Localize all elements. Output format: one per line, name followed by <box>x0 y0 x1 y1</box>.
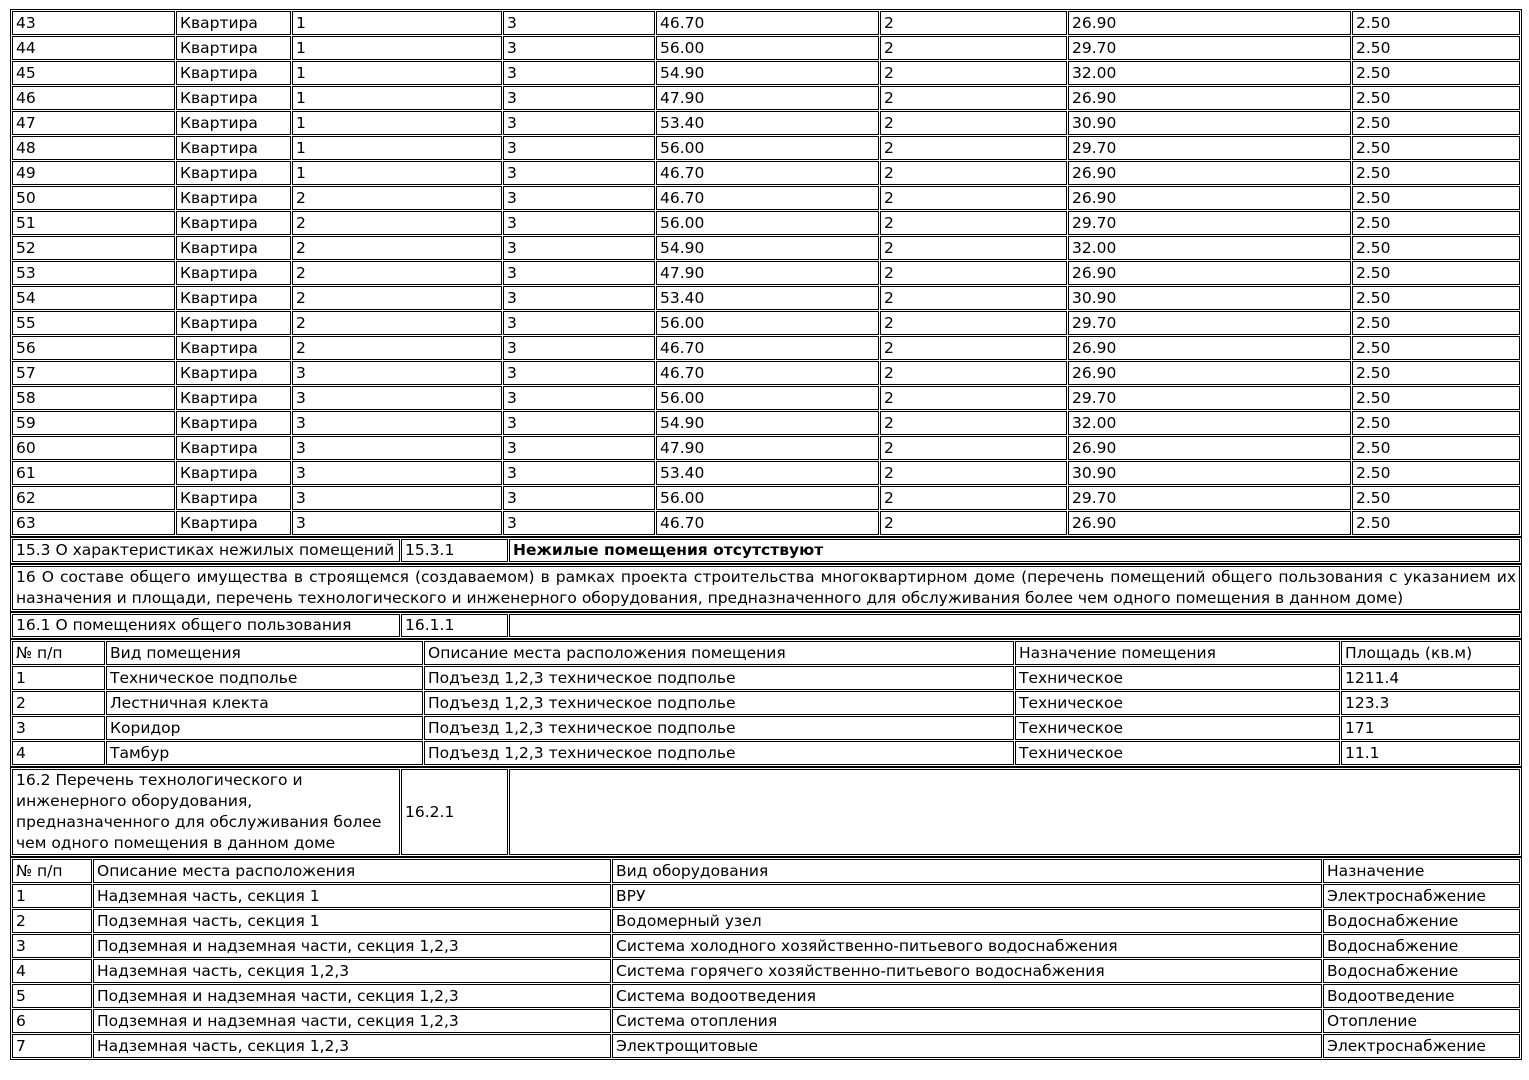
cell-section: 3 <box>292 511 502 535</box>
cell-rooms: 2 <box>880 286 1067 310</box>
cell-living_area: 29.70 <box>1068 486 1351 510</box>
cell-ceiling: 2.50 <box>1352 411 1520 435</box>
table-row <box>12 336 1520 360</box>
cell-rooms: 2 <box>880 361 1067 385</box>
section-16-1 <box>10 612 1522 639</box>
cell-section: 2 <box>292 236 502 260</box>
cell-purpose: Водоснабжение <box>1323 909 1520 933</box>
cell-ceiling: 2.50 <box>1352 486 1520 510</box>
table-row <box>12 236 1520 260</box>
cell-ceiling: 2.50 <box>1352 111 1520 135</box>
cell-total_area: 56.00 <box>656 136 879 160</box>
cell-section: 2 <box>292 261 502 285</box>
cell-equipment: ВРУ <box>612 884 1322 908</box>
table-row <box>12 909 1520 933</box>
cell-rooms: 2 <box>880 61 1067 85</box>
cell-ceiling: 2.50 <box>1352 436 1520 460</box>
cell-type: Квартира <box>176 336 291 360</box>
cell-floor: 3 <box>503 286 655 310</box>
cell-floor: 3 <box>503 486 655 510</box>
cell-living_area: 29.70 <box>1068 136 1351 160</box>
header-cell: Вид помещения <box>106 641 423 665</box>
table-row <box>12 411 1520 435</box>
cell-rooms: 2 <box>880 511 1067 535</box>
cell-type: Квартира <box>176 11 291 35</box>
header-cell: Назначение помещения <box>1015 641 1340 665</box>
cell-total_area: 53.40 <box>656 286 879 310</box>
cell-ceiling: 2.50 <box>1352 461 1520 485</box>
header-cell: Вид оборудования <box>612 859 1322 883</box>
cell-rooms: 2 <box>880 386 1067 410</box>
cell-equipment: Водомерный узел <box>612 909 1322 933</box>
cell-num: 2 <box>12 691 105 715</box>
cell-num: 50 <box>12 186 175 210</box>
table-row <box>12 959 1520 983</box>
cell-rooms: 2 <box>880 211 1067 235</box>
header-cell: Описание места расположения <box>93 859 611 883</box>
table-row <box>12 286 1520 310</box>
cell-type: Квартира <box>176 461 291 485</box>
cell-floor: 3 <box>503 436 655 460</box>
cell-total_area: 54.90 <box>656 236 879 260</box>
cell-floor: 3 <box>503 11 655 35</box>
cell-section: 2 <box>292 311 502 335</box>
cell-purpose: Отопление <box>1323 1009 1520 1033</box>
section-15-3-code: 15.3.1 <box>401 539 508 562</box>
cell-num: 4 <box>12 959 92 983</box>
cell-num: 49 <box>12 161 175 185</box>
table-row <box>12 136 1520 160</box>
cell-num: 56 <box>12 336 175 360</box>
cell-ceiling: 2.50 <box>1352 261 1520 285</box>
table-row <box>12 436 1520 460</box>
section-16-text: 16 О составе общего имущества в строящемся (создаваемом) в рамках проекта строительства многоквартирном доме (перечень помещений общего пользования с указанием их назначения и площади, перечень технологического и инженерного оборудования, предназначенного для обслуживания более чем одного помещения в данном доме) <box>12 566 1520 610</box>
cell-total_area: 46.70 <box>656 361 879 385</box>
cell-section: 1 <box>292 36 502 60</box>
header-row <box>12 641 1520 665</box>
cell-ceiling: 2.50 <box>1352 136 1520 160</box>
cell-section: 3 <box>292 411 502 435</box>
cell-total_area: 56.00 <box>656 386 879 410</box>
table-row <box>12 36 1520 60</box>
cell-num: 60 <box>12 436 175 460</box>
cell-section: 1 <box>292 61 502 85</box>
cell-purpose: Водоснабжение <box>1323 959 1520 983</box>
cell-location: Подземная и надземная части, секция 1,2,3 <box>93 1009 611 1033</box>
cell-floor: 3 <box>503 361 655 385</box>
cell-num: 1 <box>12 884 92 908</box>
cell-rooms: 2 <box>880 436 1067 460</box>
cell-floor: 3 <box>503 511 655 535</box>
table-row <box>12 884 1520 908</box>
cell-total_area: 56.00 <box>656 486 879 510</box>
cell-ceiling: 2.50 <box>1352 386 1520 410</box>
table-row <box>12 666 1520 690</box>
cell-kind: Тамбур <box>106 741 423 765</box>
table-row <box>12 11 1520 35</box>
cell-section: 3 <box>292 461 502 485</box>
table-row <box>12 386 1520 410</box>
cell-num: 55 <box>12 311 175 335</box>
cell-purpose: Водоотведение <box>1323 984 1520 1008</box>
cell-ceiling: 2.50 <box>1352 361 1520 385</box>
cell-floor: 3 <box>503 386 655 410</box>
cell-section: 1 <box>292 86 502 110</box>
section-row <box>12 566 1520 610</box>
cell-type: Квартира <box>176 136 291 160</box>
cell-section: 2 <box>292 336 502 360</box>
header-cell: № п/п <box>12 641 105 665</box>
header-cell: Назначение <box>1323 859 1520 883</box>
cell-living_area: 26.90 <box>1068 86 1351 110</box>
cell-equipment: Система водоотведения <box>612 984 1322 1008</box>
cell-section: 1 <box>292 161 502 185</box>
cell-floor: 3 <box>503 161 655 185</box>
table-row <box>12 361 1520 385</box>
cell-total_area: 47.90 <box>656 86 879 110</box>
cell-ceiling: 2.50 <box>1352 86 1520 110</box>
cell-purpose: Техническое <box>1015 716 1340 740</box>
table-row <box>12 691 1520 715</box>
section-row <box>12 539 1520 562</box>
cell-ceiling: 2.50 <box>1352 11 1520 35</box>
section-16-1-label: 16.1 О помещениях общего пользования <box>12 614 400 637</box>
cell-num: 1 <box>12 666 105 690</box>
cell-num: 45 <box>12 61 175 85</box>
cell-floor: 3 <box>503 311 655 335</box>
cell-type: Квартира <box>176 436 291 460</box>
cell-type: Квартира <box>176 236 291 260</box>
cell-num: 53 <box>12 261 175 285</box>
cell-num: 2 <box>12 909 92 933</box>
header-cell: Описание места расположения помещения <box>424 641 1014 665</box>
cell-ceiling: 2.50 <box>1352 286 1520 310</box>
cell-ceiling: 2.50 <box>1352 161 1520 185</box>
cell-purpose: Техническое <box>1015 666 1340 690</box>
cell-floor: 3 <box>503 211 655 235</box>
cell-floor: 3 <box>503 111 655 135</box>
table-row <box>12 211 1520 235</box>
section-15-3-value: Нежилые помещения отсутствуют <box>509 539 1520 562</box>
table-row <box>12 1009 1520 1033</box>
cell-rooms: 2 <box>880 311 1067 335</box>
cell-num: 48 <box>12 136 175 160</box>
cell-section: 3 <box>292 361 502 385</box>
cell-type: Квартира <box>176 211 291 235</box>
cell-type: Квартира <box>176 161 291 185</box>
cell-section: 2 <box>292 211 502 235</box>
cell-ceiling: 2.50 <box>1352 236 1520 260</box>
section-15-3 <box>10 537 1522 564</box>
table-row <box>12 111 1520 135</box>
cell-rooms: 2 <box>880 461 1067 485</box>
cell-section: 2 <box>292 286 502 310</box>
cell-kind: Коридор <box>106 716 423 740</box>
cell-living_area: 29.70 <box>1068 386 1351 410</box>
cell-location: Подъезд 1,2,3 техническое подполье <box>424 716 1014 740</box>
cell-ceiling: 2.50 <box>1352 186 1520 210</box>
cell-location: Подъезд 1,2,3 техническое подполье <box>424 691 1014 715</box>
cell-type: Квартира <box>176 386 291 410</box>
cell-total_area: 56.00 <box>656 211 879 235</box>
cell-equipment: Система холодного хозяйственно-питьевого водоснабжения <box>612 934 1322 958</box>
cell-living_area: 26.90 <box>1068 161 1351 185</box>
cell-num: 6 <box>12 1009 92 1033</box>
cell-total_area: 46.70 <box>656 11 879 35</box>
cell-section: 1 <box>292 11 502 35</box>
cell-living_area: 30.90 <box>1068 111 1351 135</box>
cell-total_area: 56.00 <box>656 36 879 60</box>
cell-living_area: 26.90 <box>1068 511 1351 535</box>
cell-purpose: Водоснабжение <box>1323 934 1520 958</box>
cell-location: Подземная часть, секция 1 <box>93 909 611 933</box>
cell-equipment: Система горячего хозяйственно-питьевого водоснабжения <box>612 959 1322 983</box>
cell-section: 2 <box>292 186 502 210</box>
cell-rooms: 2 <box>880 186 1067 210</box>
cell-purpose: Электроснабжение <box>1323 884 1520 908</box>
cell-ceiling: 2.50 <box>1352 311 1520 335</box>
header-cell: Площадь (кв.м) <box>1341 641 1520 665</box>
cell-purpose: Техническое <box>1015 691 1340 715</box>
table-row <box>12 741 1520 765</box>
cell-living_area: 26.90 <box>1068 361 1351 385</box>
cell-ceiling: 2.50 <box>1352 61 1520 85</box>
cell-total_area: 54.90 <box>656 61 879 85</box>
cell-total_area: 46.70 <box>656 511 879 535</box>
table-row <box>12 984 1520 1008</box>
cell-section: 3 <box>292 486 502 510</box>
cell-num: 61 <box>12 461 175 485</box>
cell-kind: Техническое подполье <box>106 666 423 690</box>
cell-ceiling: 2.50 <box>1352 511 1520 535</box>
cell-num: 47 <box>12 111 175 135</box>
table-row <box>12 161 1520 185</box>
section-16-2 <box>10 767 1522 857</box>
table-row <box>12 311 1520 335</box>
cell-num: 43 <box>12 11 175 35</box>
cell-rooms: 2 <box>880 336 1067 360</box>
section-16-2-value <box>509 769 1520 855</box>
cell-living_area: 32.00 <box>1068 236 1351 260</box>
cell-num: 5 <box>12 984 92 1008</box>
cell-type: Квартира <box>176 361 291 385</box>
cell-rooms: 2 <box>880 411 1067 435</box>
cell-ceiling: 2.50 <box>1352 211 1520 235</box>
section-16-1-value <box>509 614 1520 637</box>
cell-section: 1 <box>292 136 502 160</box>
cell-area: 123.3 <box>1341 691 1520 715</box>
section-row <box>12 614 1520 637</box>
cell-total_area: 47.90 <box>656 436 879 460</box>
cell-floor: 3 <box>503 236 655 260</box>
cell-type: Квартира <box>176 36 291 60</box>
section-16-1-code: 16.1.1 <box>401 614 508 637</box>
cell-num: 4 <box>12 741 105 765</box>
cell-num: 3 <box>12 934 92 958</box>
cell-rooms: 2 <box>880 111 1067 135</box>
table-row <box>12 186 1520 210</box>
cell-area: 171 <box>1341 716 1520 740</box>
cell-living_area: 26.90 <box>1068 336 1351 360</box>
cell-total_area: 53.40 <box>656 111 879 135</box>
cell-ceiling: 2.50 <box>1352 36 1520 60</box>
cell-floor: 3 <box>503 136 655 160</box>
cell-rooms: 2 <box>880 86 1067 110</box>
cell-num: 7 <box>12 1034 92 1058</box>
cell-location: Надземная часть, секция 1 <box>93 884 611 908</box>
header-row <box>12 859 1520 883</box>
cell-purpose: Электроснабжение <box>1323 1034 1520 1058</box>
section-15-3-label: 15.3 О характеристиках нежилых помещений <box>12 539 400 562</box>
cell-rooms: 2 <box>880 236 1067 260</box>
table-row <box>12 86 1520 110</box>
cell-type: Квартира <box>176 111 291 135</box>
cell-section: 3 <box>292 436 502 460</box>
cell-ceiling: 2.50 <box>1352 336 1520 360</box>
cell-kind: Лестничная клекта <box>106 691 423 715</box>
cell-living_area: 29.70 <box>1068 311 1351 335</box>
cell-living_area: 26.90 <box>1068 11 1351 35</box>
cell-living_area: 30.90 <box>1068 286 1351 310</box>
common-rooms-table <box>10 639 1522 767</box>
cell-total_area: 53.40 <box>656 461 879 485</box>
cell-type: Квартира <box>176 511 291 535</box>
cell-location: Подземная и надземная части, секция 1,2,3 <box>93 984 611 1008</box>
cell-living_area: 29.70 <box>1068 36 1351 60</box>
cell-equipment: Электрощитовые <box>612 1034 1322 1058</box>
equipment-table <box>10 857 1522 1060</box>
table-row <box>12 61 1520 85</box>
cell-floor: 3 <box>503 261 655 285</box>
header-cell: № п/п <box>12 859 92 883</box>
cell-floor: 3 <box>503 461 655 485</box>
cell-num: 52 <box>12 236 175 260</box>
cell-purpose: Техническое <box>1015 741 1340 765</box>
cell-num: 63 <box>12 511 175 535</box>
section-16 <box>10 564 1522 612</box>
cell-living_area: 32.00 <box>1068 411 1351 435</box>
cell-num: 3 <box>12 716 105 740</box>
cell-num: 58 <box>12 386 175 410</box>
section-16-2-code: 16.2.1 <box>401 769 508 855</box>
cell-floor: 3 <box>503 336 655 360</box>
cell-floor: 3 <box>503 186 655 210</box>
cell-area: 11.1 <box>1341 741 1520 765</box>
section-row <box>12 769 1520 855</box>
cell-total_area: 46.70 <box>656 186 879 210</box>
cell-total_area: 54.90 <box>656 411 879 435</box>
cell-living_area: 29.70 <box>1068 211 1351 235</box>
cell-area: 1211.4 <box>1341 666 1520 690</box>
cell-type: Квартира <box>176 486 291 510</box>
section-16-2-label: 16.2 Перечень технологического и инженерного оборудования, предназначенного для обслуживания более чем одного помещения в данном доме <box>12 769 400 855</box>
cell-floor: 3 <box>503 36 655 60</box>
cell-num: 46 <box>12 86 175 110</box>
cell-rooms: 2 <box>880 11 1067 35</box>
cell-floor: 3 <box>503 61 655 85</box>
cell-rooms: 2 <box>880 486 1067 510</box>
cell-total_area: 47.90 <box>656 261 879 285</box>
cell-type: Квартира <box>176 61 291 85</box>
cell-num: 59 <box>12 411 175 435</box>
cell-type: Квартира <box>176 186 291 210</box>
cell-num: 44 <box>12 36 175 60</box>
cell-type: Квартира <box>176 261 291 285</box>
cell-equipment: Система отопления <box>612 1009 1322 1033</box>
cell-floor: 3 <box>503 86 655 110</box>
cell-living_area: 26.90 <box>1068 436 1351 460</box>
cell-num: 57 <box>12 361 175 385</box>
table-row <box>12 511 1520 535</box>
cell-living_area: 32.00 <box>1068 61 1351 85</box>
cell-num: 62 <box>12 486 175 510</box>
cell-type: Квартира <box>176 86 291 110</box>
cell-total_area: 56.00 <box>656 311 879 335</box>
cell-living_area: 30.90 <box>1068 461 1351 485</box>
table-row <box>12 934 1520 958</box>
cell-living_area: 26.90 <box>1068 186 1351 210</box>
cell-type: Квартира <box>176 286 291 310</box>
cell-location: Подъезд 1,2,3 техническое подполье <box>424 741 1014 765</box>
cell-location: Подъезд 1,2,3 техническое подполье <box>424 666 1014 690</box>
table-row <box>12 1034 1520 1058</box>
cell-location: Подземная и надземная части, секция 1,2,3 <box>93 934 611 958</box>
table-row <box>12 461 1520 485</box>
cell-living_area: 26.90 <box>1068 261 1351 285</box>
table-row <box>12 486 1520 510</box>
cell-rooms: 2 <box>880 136 1067 160</box>
cell-type: Квартира <box>176 311 291 335</box>
cell-rooms: 2 <box>880 261 1067 285</box>
cell-location: Надземная часть, секция 1,2,3 <box>93 959 611 983</box>
cell-section: 3 <box>292 386 502 410</box>
cell-num: 54 <box>12 286 175 310</box>
cell-location: Надземная часть, секция 1,2,3 <box>93 1034 611 1058</box>
cell-num: 51 <box>12 211 175 235</box>
cell-total_area: 46.70 <box>656 336 879 360</box>
cell-type: Квартира <box>176 411 291 435</box>
table-row <box>12 716 1520 740</box>
table-row <box>12 261 1520 285</box>
cell-section: 1 <box>292 111 502 135</box>
cell-rooms: 2 <box>880 161 1067 185</box>
apartments-table <box>10 9 1522 537</box>
cell-total_area: 46.70 <box>656 161 879 185</box>
cell-floor: 3 <box>503 411 655 435</box>
cell-rooms: 2 <box>880 36 1067 60</box>
